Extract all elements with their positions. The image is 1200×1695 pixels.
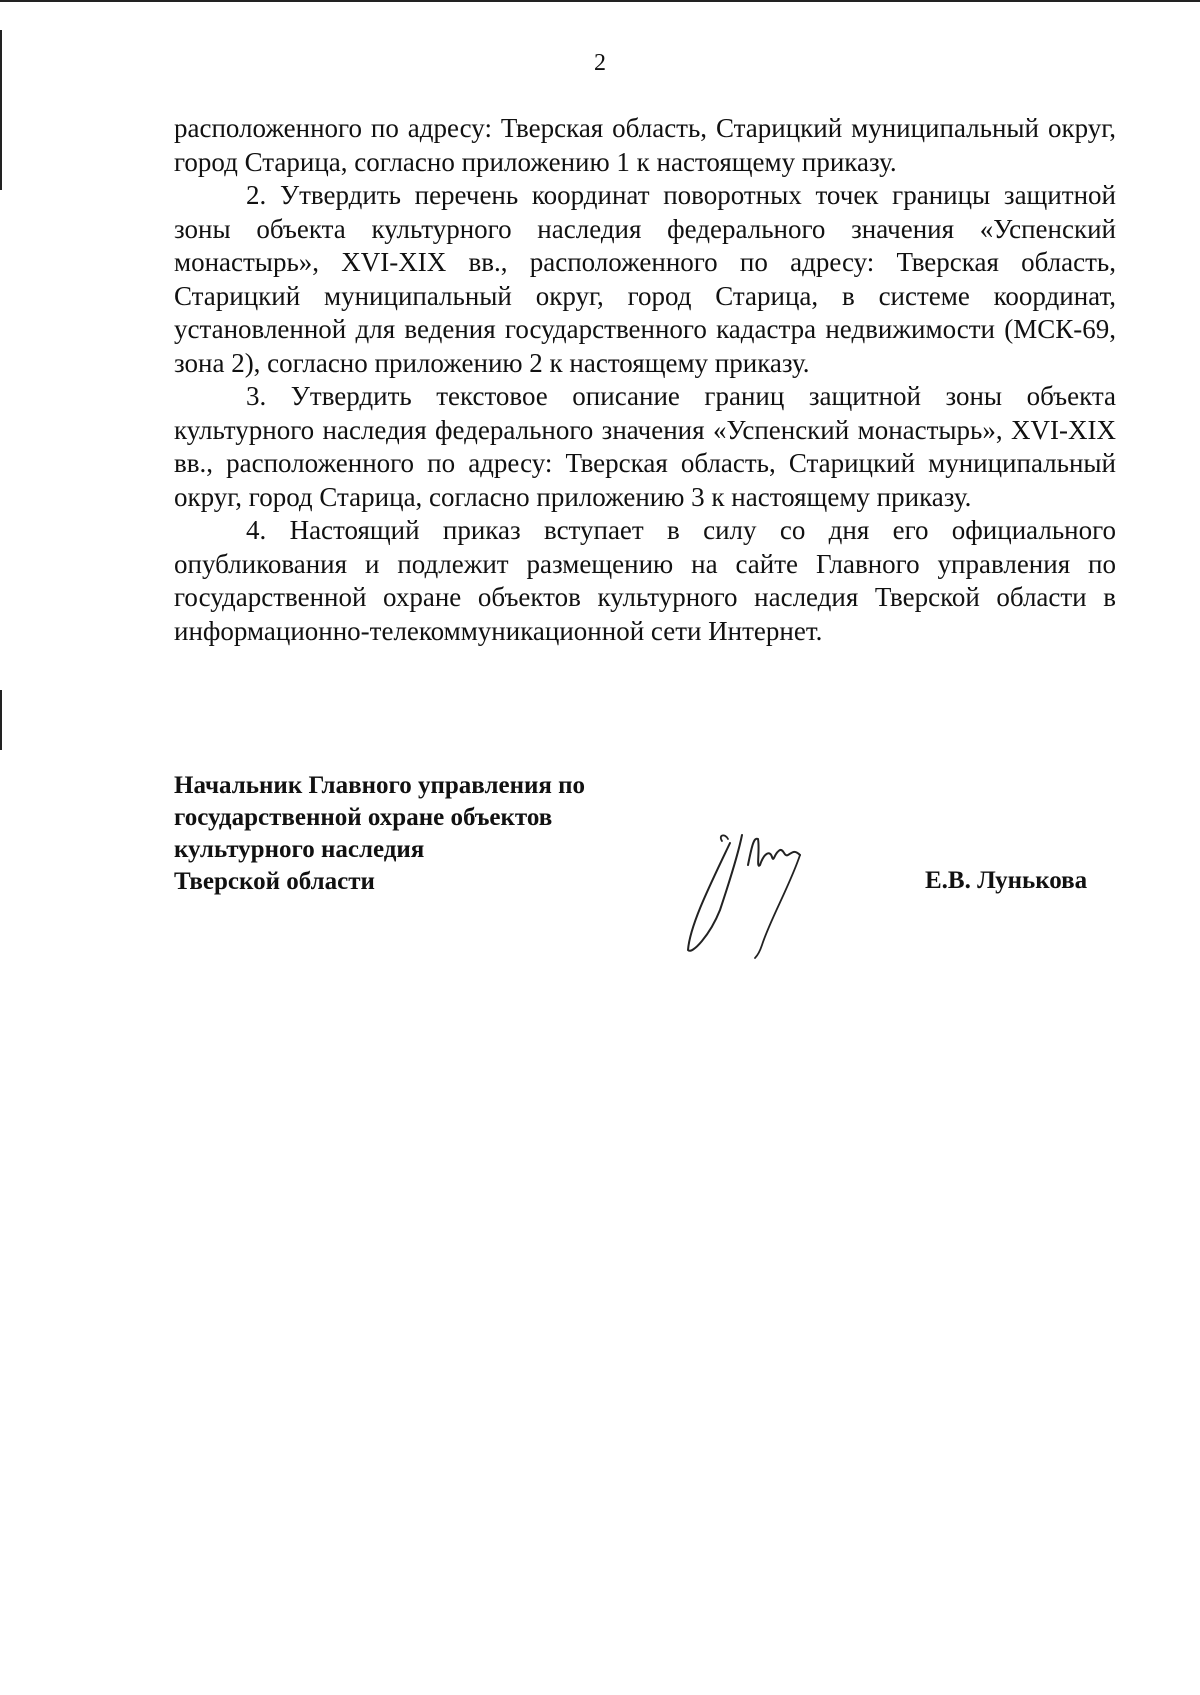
paragraph-item-3: 3. Утвердить текстовое описание границ защитной зоны объекта культурного наследия федерального значения «Успенский монастырь», XVI-XIX вв., расположенного по адресу: Тверская область, Старицкий муниципальный округ, город Старица, согласно приложению 3 к настоящему приказу. — [174, 381, 1116, 512]
position-line: Начальник Главного управления по — [174, 772, 586, 799]
page-number: 2 — [594, 50, 606, 76]
paragraph-item-2: 2. Утвердить перечень координат поворотных точек границы защитной зоны объекта культурного наследия федерального значения «Успенский монастырь», XVI-XIX вв., расположенного по адресу: Тверская область, Старицкий муниципальный округ, город Старица, в системе координат, установленной для ведения государственного кадастра недвижимости (МСК-69, зона 2), согласно приложению 2 к настоящему приказу. — [174, 180, 1116, 378]
position-line: Тверской области — [174, 868, 375, 895]
paragraph-continuation: расположенного по адресу: Тверская область, Старицкий муниципальный округ, город Старица, согласно приложению 1 к настоящему приказу. — [174, 113, 1116, 177]
paragraph-item-4: 4. Настоящий приказ вступает в силу со дня его официального опубликования и подлежит размещению на сайте Главного управления по государственной охране объектов культурного наследия Тверской области в информационно-телекоммуникационной сети Интернет. — [174, 515, 1116, 646]
position-line: культурного наследия — [174, 836, 425, 863]
scan-edge-top — [0, 0, 1200, 2]
signatory-position — [174, 770, 694, 898]
scan-edge-left — [0, 690, 2, 750]
document-body — [174, 112, 1116, 648]
position-line: государственной охране объектов — [174, 804, 553, 831]
signer-name: Е.В. Лунькова — [925, 867, 1088, 894]
handwritten-signature — [670, 825, 870, 965]
